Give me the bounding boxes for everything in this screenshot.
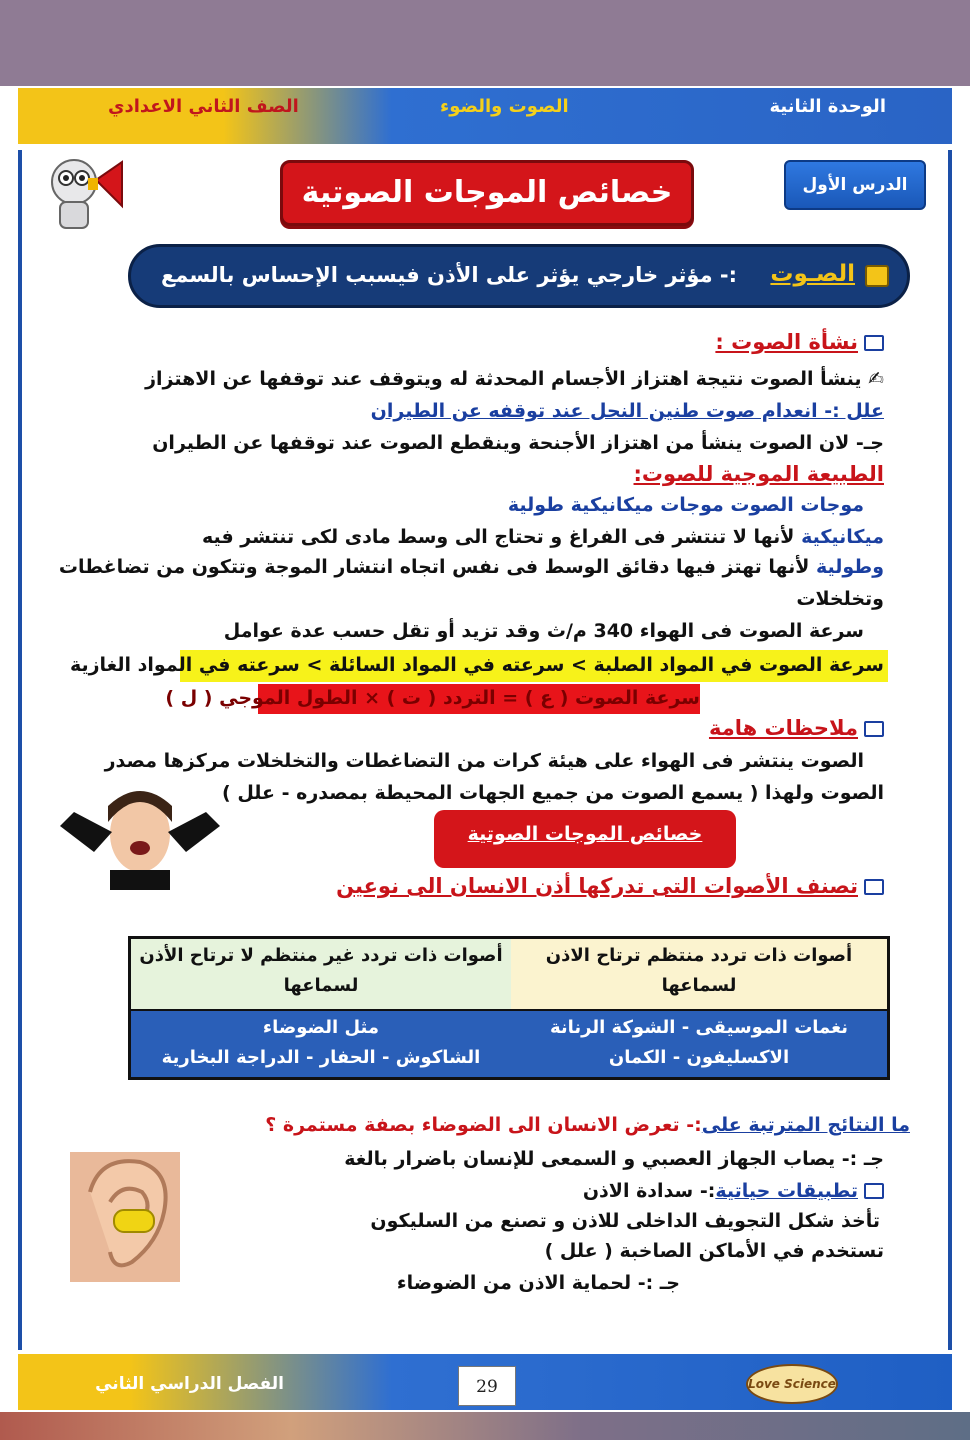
origin-question: علل :- انعدام صوت طنين النحل عند توقفه عن الطيران <box>370 400 884 422</box>
open-book-icon <box>864 721 884 737</box>
formula: سرعة الصوت ( ع ) = التردد ( ت ) × الطول الموجي ( ل ) <box>165 687 700 709</box>
consequence-question: ما النتائج المترتبة على:- تعرض الانسان الى الضوضاء بصفة مستمرة ؟ <box>265 1114 910 1136</box>
definition-bar <box>128 244 910 308</box>
section-pill: خصائص الموجات الصوتية <box>434 810 736 868</box>
unit-label: الوحدة الثانية <box>769 96 886 117</box>
page-title: خصائص الموجات الصوتية <box>280 160 694 226</box>
sound-types-table <box>128 936 890 1080</box>
applications-heading: تطبيقات حياتية:- سدادة الاذن <box>583 1180 884 1202</box>
hand-pointer-icon <box>864 335 884 351</box>
table-cell-irregular-examples: مثل الضوضاء الشاكوش - الحفار - الدراجة البخارية <box>131 1011 511 1077</box>
lesson-label: الدرس الأول <box>784 160 926 210</box>
ear-plug-image <box>70 1152 180 1282</box>
applications-line-2: تستخدم في الأماكن الصاخبة ( علل ) <box>544 1240 884 1262</box>
speed-order: سرعة الصوت في المواد الصلبة > سرعته في المواد السائلة > سرعته في المواد الغازية <box>69 654 884 676</box>
table-header-regular: أصوات ذات تردد منتظم ترتاح الاذن لسماعها <box>511 939 887 1009</box>
book-icon <box>865 265 889 287</box>
origin-heading: نشأة الصوت : <box>715 330 884 354</box>
note-1: الصوت ينتشر فى الهواء على هيئة كرات من التضاغطات والتخلخلات مركزها مصدر <box>104 750 864 772</box>
speed-line: سرعة الصوت فى الهواء 340 م/ث وقد تزيد أو تقل حسب عدة عوامل <box>223 620 864 642</box>
nature-longitudinal: وطولية لأنها تهتز فيها دقائق الوسط فى نفس اتجاه انتشار الموجة وتتكون من تضاغطات <box>58 556 884 578</box>
robot-megaphone-icon <box>40 150 128 246</box>
open-book-icon <box>864 1183 884 1199</box>
bottom-strip <box>0 1412 970 1440</box>
definition-term: الصـوت <box>770 261 855 287</box>
semester-label: الفصل الدراسي الثاني <box>95 1374 284 1394</box>
grade-label: الصف الثاني الاعدادي <box>108 96 299 117</box>
nature-bullet: موجات الصوت موجات ميكانيكية طولية <box>507 494 864 516</box>
table-cell-regular-examples: نغمات الموسيقى - الشوكة الرنانة الاكسليفون - الكمان <box>511 1011 887 1077</box>
page-frame-left <box>18 150 22 1350</box>
origin-answer: جـ- لان الصوت ينشأ من اهتزاز الأجنحة وينقطع الصوت عند توقفها عن الطيران <box>152 432 884 454</box>
page-number: 29 <box>458 1366 516 1406</box>
love-science-logo: Love Science <box>746 1364 838 1404</box>
nature-longitudinal-cont: وتخلخلات <box>796 588 884 610</box>
page-frame-right <box>948 150 952 1350</box>
applications-line-1: تأخذ شكل التجويف الداخلى للاذن و تصنع من السليكون <box>370 1210 880 1232</box>
nature-heading: الطبيعة الموجية للصوت: <box>633 462 884 486</box>
nature-mechanical: ميكانيكية لأنها لا تنتشر فى الفراغ و تحتاج الى وسط مادى لكى تنتشر فيه <box>201 526 884 548</box>
hand-pointer-icon <box>864 879 884 895</box>
topic-label: الصوت والضوء <box>440 96 569 117</box>
definition-text: :- مؤثر خارجي يؤثر على الأذن فيسبب الإحساس بالسمع <box>160 263 737 287</box>
applications-answer: جـ :- لحماية الاذن من الضوضاء <box>396 1272 680 1294</box>
classify-heading: تصنف الأصوات التى تدركها أذن الانسان الى نوعين <box>336 874 884 898</box>
origin-line: ✍ ينشأ الصوت نتيجة اهتزاز الأجسام المحدثة له ويتوقف عند توقفها عن الاهتزاز <box>145 368 884 390</box>
table-header-irregular: أصوات ذات تردد غير منتظم لا ترتاح الأذن لسماعها <box>131 939 511 1009</box>
notes-heading: ملاحظات هامة <box>709 716 884 740</box>
consequence-answer: جـ :- يصاب الجهاز العصبي و السمعى للإنسان باضرار بالغة <box>344 1148 884 1170</box>
note-2: الصوت ولهذا ( يسمع الصوت من جميع الجهات المحيطة بمصدره - علل ) <box>222 782 884 804</box>
woman-covering-ears-image <box>54 782 226 890</box>
